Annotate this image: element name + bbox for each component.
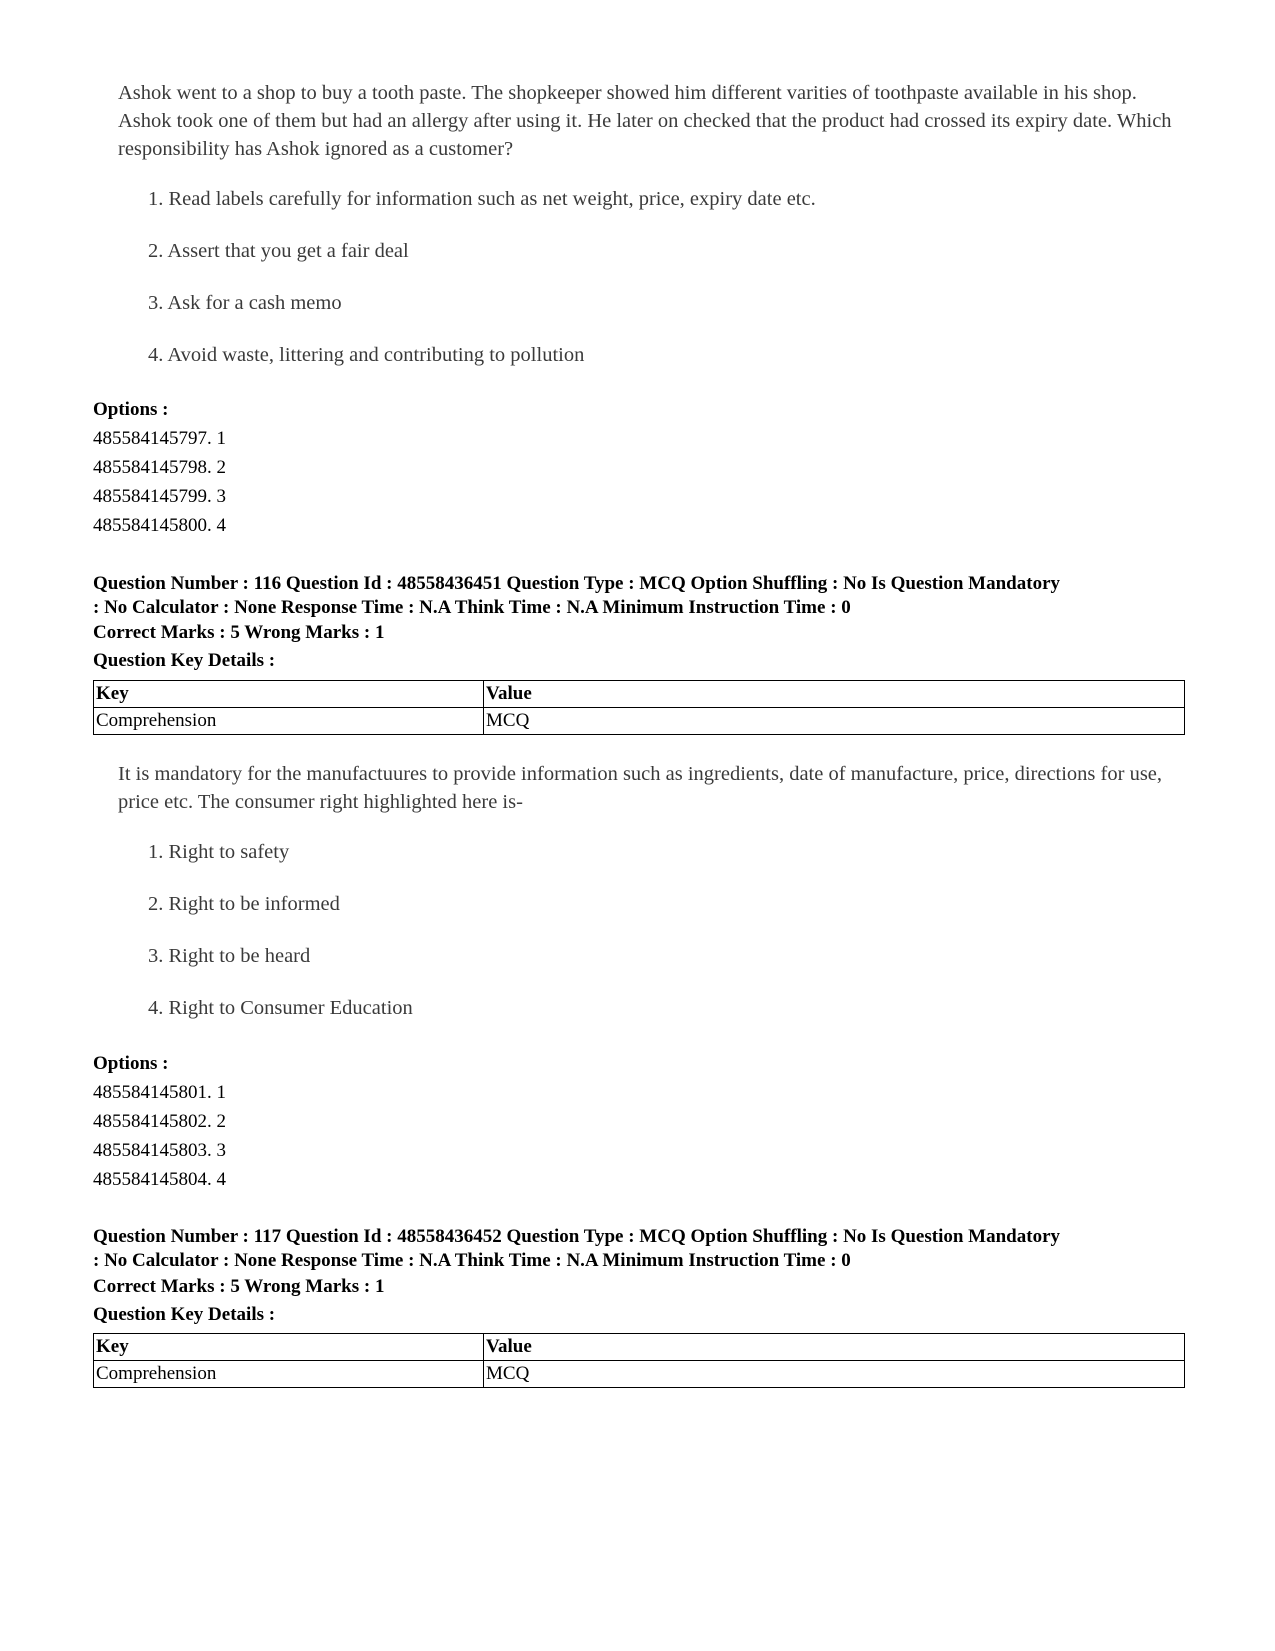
options-title: Options : (93, 399, 169, 420)
choice-item: 4. Right to Consumer Education (148, 997, 413, 1019)
question-115-image (118, 79, 1178, 366)
option-item: 485584145800. 4 (93, 515, 226, 536)
meta-line: Question Number : 117 Question Id : 48558436452 Question Type : MCQ Option Shuffling : No Is Question Mandatory (93, 1226, 1060, 1247)
marks-line: Correct Marks : 5 Wrong Marks : 1 (93, 1276, 385, 1297)
table-cell-value: MCQ (484, 708, 1185, 735)
option-item: 485584145802. 2 (93, 1111, 226, 1132)
table-header-value: Value (484, 681, 1185, 708)
table-header-row (94, 1334, 1185, 1361)
question-116-meta (93, 572, 1193, 620)
choice-item: 1. Read labels carefully for information such as net weight, price, expiry date etc. (148, 188, 816, 210)
choice-item: 4. Avoid waste, littering and contributing to pollution (148, 344, 585, 366)
table-row (94, 1361, 1185, 1388)
option-item: 485584145801. 1 (93, 1082, 226, 1103)
table-row (94, 708, 1185, 735)
option-item: 485584145797. 1 (93, 428, 226, 449)
options-block-116 (93, 1049, 226, 1194)
table-header-row (94, 681, 1185, 708)
choice-item: 2. Assert that you get a fair deal (148, 240, 409, 262)
option-item: 485584145803. 3 (93, 1140, 226, 1161)
table-cell-key: Comprehension (94, 708, 484, 735)
meta-line: : No Calculator : None Response Time : N.A Think Time : N.A Minimum Instruction Time : 0 (93, 1250, 851, 1271)
table-header-key: Key (94, 681, 484, 708)
question-116-image (118, 760, 1178, 1019)
question-117-meta (93, 1225, 1193, 1273)
choice-item: 3. Right to be heard (148, 945, 311, 967)
key-details-table (93, 1333, 1185, 1388)
question-stem: It is mandatory for the manufactuures to provide information such as ingredients, date of manufacture, price, directions for use, price etc. The consumer right highlighted here is- (118, 763, 1163, 813)
key-details-table (93, 680, 1185, 735)
meta-line: Question Number : 116 Question Id : 48558436451 Question Type : MCQ Option Shuffling : No Is Question Mandatory (93, 573, 1060, 594)
choice-item: 1. Right to safety (148, 841, 290, 863)
choice-item: 3. Ask for a cash memo (148, 292, 342, 314)
table-header-key: Key (94, 1334, 484, 1361)
option-item: 485584145804. 4 (93, 1169, 226, 1190)
option-item: 485584145799. 3 (93, 486, 226, 507)
meta-line: : No Calculator : None Response Time : N.A Think Time : N.A Minimum Instruction Time : 0 (93, 597, 851, 618)
table-cell-key: Comprehension (94, 1361, 484, 1388)
option-item: 485584145798. 2 (93, 457, 226, 478)
options-title: Options : (93, 1053, 169, 1074)
table-header-value: Value (484, 1334, 1185, 1361)
question-stem: Ashok went to a shop to buy a tooth paste. The shopkeeper showed him different varities of toothpaste available in his shop. Ashok took one of them but had an allergy after using it. He later on checked that the product had crossed its expiry date. Which responsibility has Ashok ignored as a customer? (118, 82, 1172, 160)
options-block-115 (93, 395, 226, 540)
key-details-title: Question Key Details : (93, 1304, 276, 1325)
key-details-title: Question Key Details : (93, 650, 276, 671)
table-cell-value: MCQ (484, 1361, 1185, 1388)
choice-item: 2. Right to be informed (148, 893, 340, 915)
marks-line: Correct Marks : 5 Wrong Marks : 1 (93, 622, 385, 643)
